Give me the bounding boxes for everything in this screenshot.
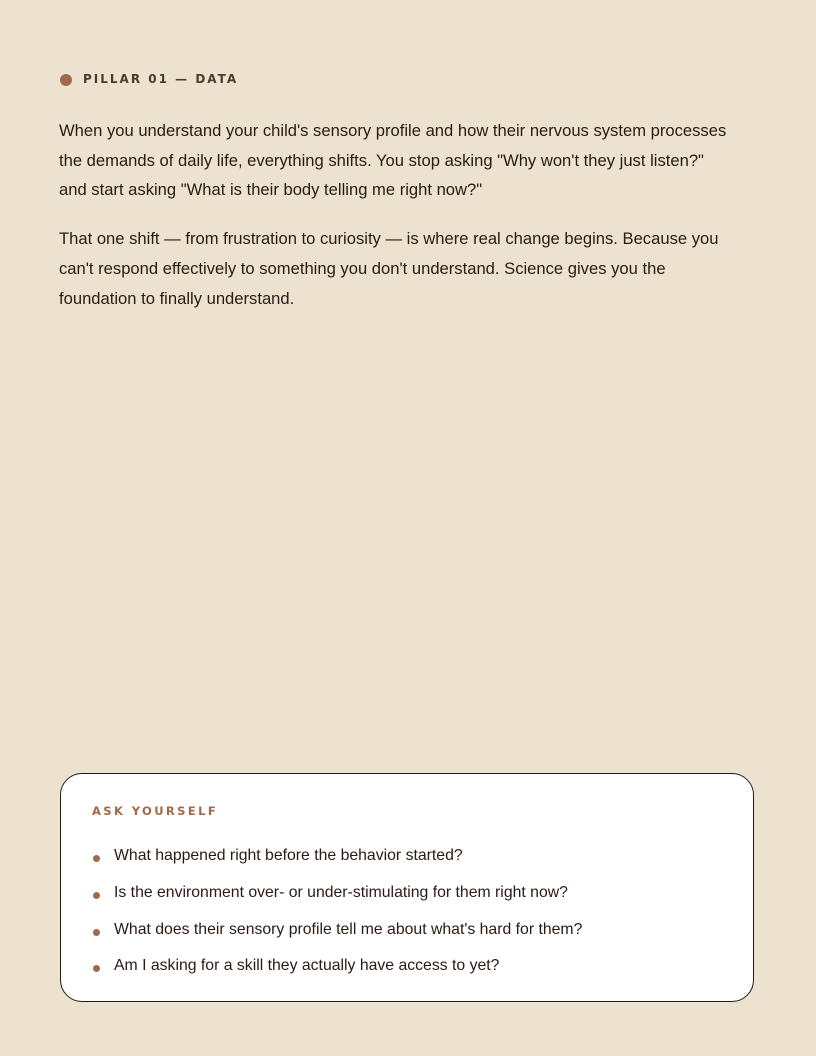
list-item <box>93 948 582 985</box>
question-text: What does their sensory profile tell me about what's hard for them? <box>114 920 583 938</box>
list-item <box>93 838 582 875</box>
bullet-icon <box>93 855 100 862</box>
bullet-icon <box>93 965 100 972</box>
ask-yourself-list <box>93 838 582 985</box>
question-text: Is the environment over- or under-stimulating for them right now? <box>114 884 568 902</box>
pillar-dot-icon <box>60 74 72 86</box>
ask-yourself-card <box>60 773 754 1002</box>
pillar-header <box>60 72 238 86</box>
question-text: Am I asking for a skill they actually have access to yet? <box>114 957 500 975</box>
question-text: What happened right before the behavior started? <box>114 847 463 865</box>
ask-yourself-heading: ASK YOURSELF <box>92 804 219 818</box>
bullet-icon <box>93 892 100 899</box>
pillar-label: PILLAR 01 — DATA <box>83 72 239 86</box>
list-item <box>93 875 582 912</box>
body-text <box>59 116 729 332</box>
list-item <box>93 911 582 948</box>
body-paragraph-1: When you understand your child's sensory profile and how their nervous system processes the demands of daily life, everything shifts. You stop asking "Why won't they just listen?" and start asking "What is their body telling me right now?" <box>59 121 727 200</box>
body-paragraph-2: That one shift — from frustration to curiosity — is where real change begins. Because you can't respond effectively to something you don't understand. Science gives you the foundation to finally understand. <box>59 229 719 308</box>
bullet-icon <box>93 929 100 936</box>
